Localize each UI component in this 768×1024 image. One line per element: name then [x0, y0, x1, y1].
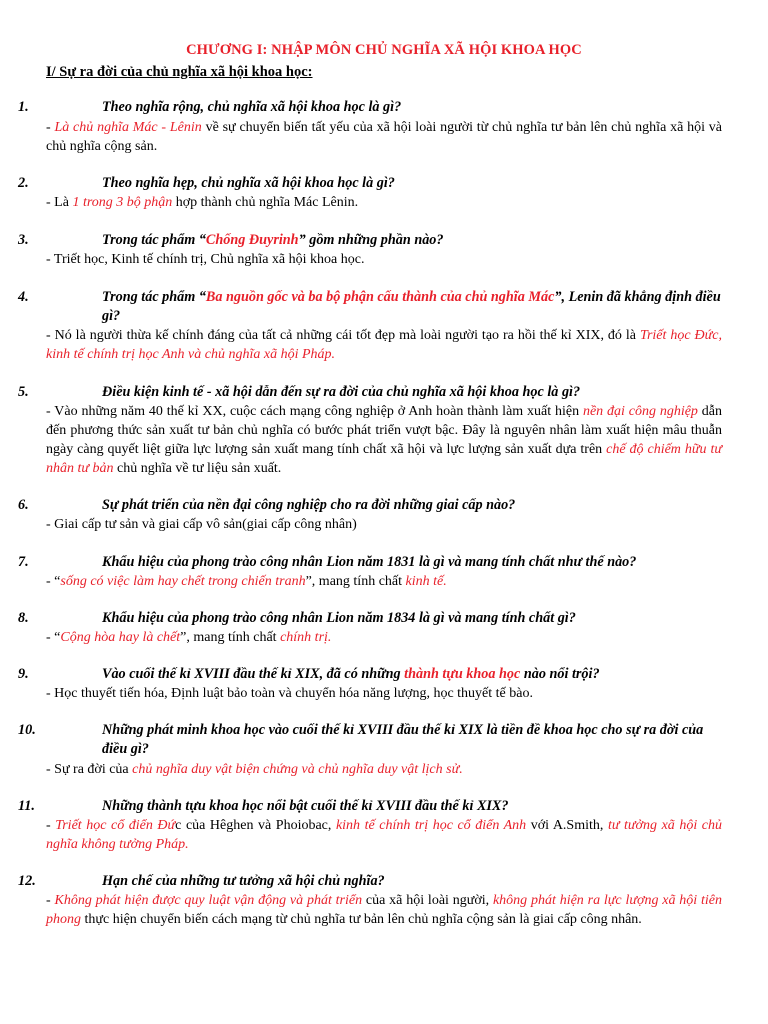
question-12: 12. Hạn chế của những tư tưởng xã hội chủ nghĩa?	[18, 873, 385, 889]
answer-7: - “sống có việc làm hay chết trong chiến tranh”, mang tính chất kinh tế.	[46, 574, 447, 589]
question-number: 12.	[18, 873, 36, 889]
question-number: 9.	[18, 666, 29, 682]
question-number: 2.	[18, 175, 29, 191]
chapter-title: CHƯƠNG I: NHẬP MÔN CHỦ NGHĨA XÃ HỘI KHOA HỌC	[186, 42, 582, 58]
question-5: 5. Điều kiện kinh tế - xã hội dẫn đến sự ra đời của chủ nghĩa xã hội khoa học là gì?	[18, 384, 581, 400]
question-number: 10.	[18, 722, 36, 738]
question-number: 4.	[18, 289, 29, 305]
question-3: 3. Trong tác phẩm “Chống Đuyrinh” gồm những phần nào?	[18, 232, 444, 248]
answer-6: - Giai cấp tư sản và giai cấp vô sản(giai cấp công nhân)	[46, 517, 357, 532]
question-2: 2. Theo nghĩa hẹp, chủ nghĩa xã hội khoa học là gì?	[18, 175, 395, 191]
question-11: 11. Những thành tựu khoa học nổi bật cuối thế kỉ XVIII đầu thế kỉ XIX?	[18, 798, 509, 814]
answer-10: - Sự ra đời của chủ nghĩa duy vật biện chứng và chủ nghĩa duy vật lịch sử.	[46, 762, 463, 777]
answer-3: - Triết học, Kinh tế chính trị, Chủ nghĩa xã hội khoa học.	[46, 252, 365, 267]
answer-4: - Nó là người thừa kế chính đáng của tất cả những cái tốt đẹp mà loài người tạo ra hồi thế kỉ XIX, đó là Triết học Đức, kinh tế chính trị học Anh và chủ nghĩa xã hội Pháp.	[46, 328, 722, 362]
answer-12: - Không phát hiện được quy luật vận động và phát triển của xã hội loài người, không phát hiện ra lực lượng xã hội tiên phong thực hiện chuyển biến cách mạng từ chủ nghĩa tư bản lên chủ nghĩa cộng sản là giai cấp công nhân.	[46, 893, 723, 927]
question-4: 4. Trong tác phẩm “Ba nguồn gốc và ba bộ phận cấu thành của chủ nghĩa Mác”, Lenin đã khẳng định điều gì?	[18, 289, 721, 324]
question-number: 1.	[18, 99, 29, 115]
answer-9: - Học thuyết tiến hóa, Định luật bảo toàn và chuyển hóa năng lượng, học thuyết tế bào.	[46, 686, 533, 701]
answer-11: - Triết học cổ điển Đức của Hêghen và Phoiobac, kinh tế chính trị học cổ điển Anh với A.Smith, tư tưởng xã hội chủ nghĩa không tưởng Pháp.	[46, 818, 722, 852]
question-number: 7.	[18, 554, 29, 570]
answer-8: - “Cộng hòa hay là chết”, mang tính chất chính trị.	[46, 630, 332, 645]
section-heading: I/ Sự ra đời của chủ nghĩa xã hội khoa học:	[46, 64, 313, 80]
question-number: 8.	[18, 610, 29, 626]
question-1: 1. Theo nghĩa rộng, chủ nghĩa xã hội khoa học là gì?	[18, 99, 402, 115]
question-number: 5.	[18, 384, 29, 400]
question-8: 8. Khẩu hiệu của phong trào công nhân Lion năm 1834 là gì và mang tính chất gì?	[18, 610, 576, 626]
question-number: 3.	[18, 232, 29, 248]
question-7: 7. Khẩu hiệu của phong trào công nhân Lion năm 1831 là gì và mang tính chất như thế nào?	[18, 554, 637, 570]
question-number: 6.	[18, 497, 29, 513]
answer-2: - Là 1 trong 3 bộ phận hợp thành chủ nghĩa Mác Lênin.	[46, 195, 359, 210]
question-10: 10. Những phát minh khoa học vào cuối thế kỉ XVIII đầu thế kỉ XIX là tiền đề khoa học cho sự ra đời của điều gì?	[18, 722, 704, 757]
question-9: 9. Vào cuối thế kỉ XVIII đầu thế kỉ XIX, đã có những thành tựu khoa học nào nổi trội?	[18, 666, 600, 682]
question-6: 6. Sự phát triển của nền đại công nghiệp cho ra đời những giai cấp nào?	[18, 497, 516, 513]
question-number: 11.	[18, 798, 35, 814]
answer-1: - Là chủ nghĩa Mác - Lênin về sự chuyển biến tất yếu của xã hội loài người từ chủ nghĩa tư bản lên chủ nghĩa xã hội và chủ nghĩa cộng sản.	[46, 120, 722, 154]
answer-5: - Vào những năm 40 thế kỉ XX, cuộc cách mạng công nghiệp ở Anh hoàn thành làm xuất hiện nền đại công nghiệp dẫn đến phương thức sản xuất tư bản chủ nghĩa có bước phát triển vượt bậc. Đây là nguyên nhân làm xuất hiện mâu thuẫn ngày càng quyết liệt giữa lực lượng sản xuất mang tính chất xã hội và lực lượng sản xuất dựa trên chế độ chiếm hữu tư nhân tư bản chủ nghĩa về tư liệu sản xuất.	[46, 404, 723, 476]
